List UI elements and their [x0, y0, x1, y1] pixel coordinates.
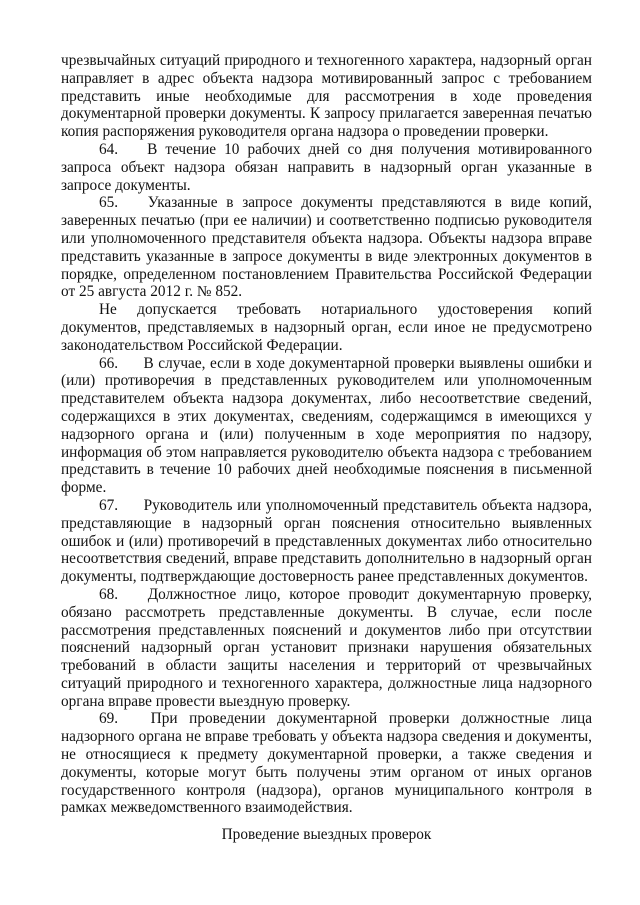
paragraph-number: 65.	[99, 194, 119, 212]
paragraph-text: В течение 10 рабочих дней со дня получения мотивированного запроса объект надзора обязан направить в надзорный орган указанные в запросе документы.	[61, 140, 592, 194]
paragraph-text: Не допускается требовать нотариального удостоверения копий документов, представляемых в надзорный орган, если иное не предусмотрено законодательством Российской Федерации.	[61, 301, 592, 354]
paragraph-69	[61, 710, 592, 817]
paragraph-number: 68.	[99, 585, 119, 603]
paragraph-text: Должностное лицо, которое проводит документарную проверку, обязано рассмотреть представленные документы. В случае, если после рассмотрения представленных пояснений и документов либо при отсутствии пояснений надзорный орган установит признаки нарушения обязательных требований в области защиты населения и территорий от чрезвычайных ситуаций природного и техногенного характера, должностные лица надзорного органа вправе провести выездную проверку.	[61, 585, 593, 710]
paragraph-text: чрезвычайных ситуаций природного и техногенного характера, надзорный орган направляет в адрес объекта надзора мотивированный запрос с требованием представить иные необходимые для рассмотрения в ходе проведения документарной проверки документы. К запросу прилагается заверенная печатью копия распоряжения руководителя органа надзора о проведении проверки.	[61, 52, 592, 141]
paragraph-text: При проведении документарной проверки должностные лица надзорного органа не вправе требовать у объекта надзора сведения и документы, не относящиеся к предмету документарной проверки, а также сведения и документы, которые могут быть получены этим органом от иных органов государственного контроля (надзора), органов муниципального контроля в рамках межведомственного взаимодействия.	[61, 710, 593, 817]
paragraph-text: В случае, если в ходе документарной проверки выявлены ошибки и (или) противоречия в представленных руководителем или уполномоченным представителем объекта надзора документах, либо несоответствие сведений, содержащихся в этих документах, сведениям, содержащимся в имеющихся у надзорного органа и (или) полученным в ходе мероприятия по надзору, информация об этом направляется руководителю объекта надзора с требованием представить в течение 10 рабочих дней необходимые пояснения в письменной форме.	[61, 354, 592, 497]
paragraph-text: Указанные в запросе документы представляются в виде копий, заверенных печатью (при ее наличии) и соответственно подписью руководителя или уполномоченного представителя объекта надзора. Объекты надзора вправе представить указанные в запросе документы в виде электронных документов в порядке, определенном постановлением Правительства Российской Федерации от 25 августа 2012 г. № 852.	[61, 194, 593, 301]
paragraph-67	[61, 497, 592, 586]
paragraph-65-notary	[61, 301, 592, 354]
paragraph-continuation	[61, 52, 592, 141]
paragraph-66	[61, 355, 592, 497]
paragraph-number: 67.	[99, 496, 119, 514]
paragraph-64	[61, 141, 592, 194]
paragraph-text: Руководитель или уполномоченный представитель объекта надзора, представляющие в надзорный орган пояснения относительно выявленных ошибок и (или) противоречий в представленных документах либо относительно несоответствия сведений, вправе представить дополнительно в надзорный орган документы, подтверждающие достоверность ранее представленных документов.	[61, 496, 592, 586]
paragraph-number: 64.	[99, 140, 119, 158]
paragraph-number: 66.	[99, 354, 119, 372]
section-heading: Проведение выездных проверок	[221, 826, 432, 843]
paragraph-68	[61, 586, 592, 711]
paragraph-number: 69.	[99, 710, 119, 728]
paragraph-65	[61, 194, 592, 301]
